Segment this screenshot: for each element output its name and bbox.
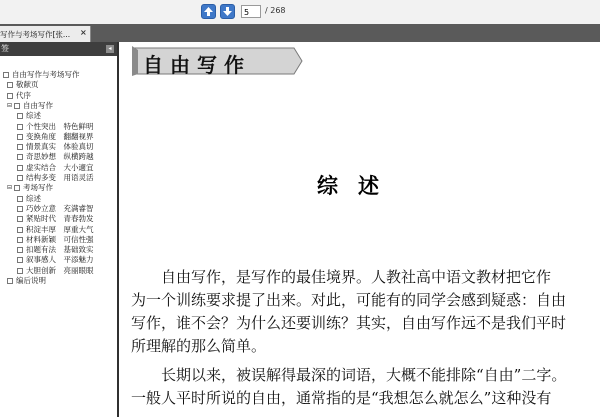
bookmark-page-icon <box>17 237 23 243</box>
bookmark-page-icon <box>17 227 23 233</box>
bookmark-item[interactable] <box>3 70 80 80</box>
bookmark-item[interactable] <box>17 194 41 204</box>
bookmark-page-icon <box>17 196 23 202</box>
bookmark-label: 情景真实 体验真切 <box>26 142 94 152</box>
bookmark-page-icon <box>14 185 20 191</box>
bookmark-page-icon <box>14 103 20 109</box>
bookmark-page-icon <box>17 124 23 130</box>
paragraph-line: 写作，谁不会？为什么还要训练？其实，自由写作远不是我们平时 <box>131 314 567 332</box>
bookmark-label: 巧妙立意 充满睿智 <box>26 203 94 213</box>
document-page <box>119 42 600 417</box>
bookmark-label: 综述 <box>26 111 41 121</box>
bookmark-item[interactable] <box>17 204 94 214</box>
bookmark-label: 综述 <box>26 193 41 203</box>
bookmark-item[interactable] <box>17 122 94 132</box>
section-heading: 综述 <box>317 174 399 198</box>
close-icon[interactable]: × <box>80 28 87 37</box>
arrow-up-icon <box>203 6 214 17</box>
bookmark-label: 材料新颖 可信性强 <box>26 234 94 244</box>
bookmark-page-icon <box>7 82 13 88</box>
bookmark-page-icon <box>17 247 23 253</box>
expand-toggle-icon[interactable]: ⊟ <box>7 101 13 109</box>
tab-bar <box>0 24 600 42</box>
bookmark-item[interactable] <box>17 266 94 276</box>
bookmark-item[interactable] <box>17 225 94 235</box>
bookmark-page-icon <box>17 175 23 181</box>
bookmark-label: 结构多变 用语灵活 <box>26 173 94 182</box>
bookmarks-sidebar <box>0 42 119 417</box>
bookmark-label: 代序 <box>16 90 31 100</box>
paragraph-line: 一般人平时所说的自由，通常指的是“我想怎么就怎么”这种没有 <box>131 389 552 407</box>
bookmark-label: 个性突出 特色鲜明 <box>26 121 94 131</box>
chapter-banner-title: 自由写作 <box>143 53 251 77</box>
bookmark-item[interactable] <box>17 111 41 121</box>
bookmark-page-icon <box>3 72 9 78</box>
bookmark-label: 大胆创新 亮丽眼眼 <box>26 265 94 275</box>
bookmark-label: 紧贴时代 青春勃发 <box>26 214 94 224</box>
bookmark-item[interactable] <box>17 235 94 245</box>
bookmark-label: 虚实结合 大小適宜 <box>26 162 94 172</box>
bookmark-item[interactable] <box>17 152 94 162</box>
bookmark-label: 积淀丰厚 厚重大气 <box>26 224 94 234</box>
bookmark-label: 敬献页 <box>16 80 39 90</box>
bookmark-item[interactable] <box>17 214 94 224</box>
bookmark-label: 叙事感人 平添魅力 <box>26 255 94 265</box>
bookmark-item[interactable] <box>7 101 53 111</box>
bookmark-label: 考场写作 <box>23 183 53 193</box>
bookmark-page-icon <box>17 216 23 222</box>
bookmark-item[interactable] <box>7 276 46 286</box>
bookmark-item[interactable] <box>7 91 31 101</box>
bookmark-label: 奇思妙想 纵横跨越 <box>26 152 94 162</box>
page-total: / 268 <box>265 6 286 15</box>
previous-page-button[interactable] <box>201 4 216 19</box>
bookmark-page-icon <box>7 93 13 99</box>
bookmark-item[interactable] <box>7 183 53 193</box>
bookmark-item[interactable] <box>7 80 39 90</box>
bookmark-page-icon <box>17 113 23 119</box>
bookmark-item[interactable] <box>17 245 94 255</box>
paragraph-line: 长期以来，被误解得最深的词语，大概不能排除“自由”二字。 <box>131 366 567 384</box>
bookmark-page-icon <box>17 268 23 274</box>
document-tab-label: 写作与考场写作[张... <box>0 30 71 39</box>
paragraph-line: 所理解的那么简单。 <box>131 337 267 355</box>
bookmark-label: 变换角度 翻翻视界 <box>26 131 94 141</box>
bookmark-item[interactable] <box>17 142 94 152</box>
expand-toggle-icon[interactable]: ⊟ <box>7 184 13 192</box>
bookmark-page-icon <box>17 144 23 150</box>
bookmark-label: 编后说明 <box>16 276 46 285</box>
bookmark-page-icon <box>17 134 23 140</box>
bookmark-page-icon <box>7 278 13 284</box>
bookmark-item[interactable] <box>17 163 94 173</box>
sidebar-header <box>0 42 117 56</box>
bookmark-page-icon <box>17 154 23 160</box>
bookmark-page-icon <box>17 206 23 212</box>
bookmark-label: 自由写作 <box>23 100 53 110</box>
bookmark-item[interactable] <box>17 173 94 183</box>
document-tab[interactable] <box>0 26 91 42</box>
sidebar-title: 签 <box>1 44 9 53</box>
bookmark-page-icon <box>17 257 23 263</box>
next-page-button[interactable] <box>220 4 235 19</box>
bookmark-label: 扣题有法 基础致实 <box>26 245 94 255</box>
paragraph-line: 为一个训练要求提了出来。对此，可能有的同学会感到疑惑：自由 <box>131 291 567 309</box>
paragraph-line: 自由写作，是写作的最佳境界。人教社高中语文教材把它作 <box>131 268 552 286</box>
bookmark-item[interactable] <box>17 132 94 142</box>
arrow-down-icon <box>222 6 233 17</box>
bookmark-page-icon <box>17 165 23 171</box>
collapse-sidebar-button[interactable]: ◂ <box>106 45 114 53</box>
toolbar <box>0 0 600 25</box>
bookmark-label: 自由写作与考场写作 <box>12 70 80 79</box>
page-number-input[interactable]: 5 <box>241 5 261 18</box>
bookmark-item[interactable] <box>17 255 94 265</box>
